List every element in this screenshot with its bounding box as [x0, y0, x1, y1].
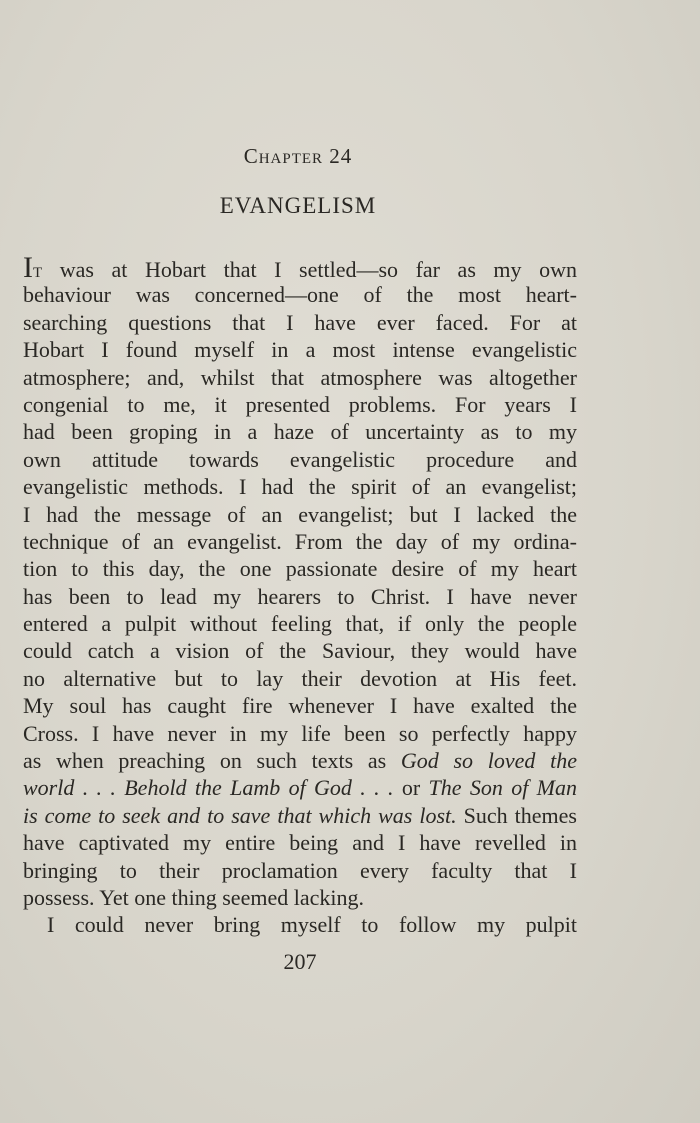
line-text: I could never bring myself to follow my pulpit [47, 912, 577, 938]
line-text: behaviour was concerned—one of the most heart- [23, 282, 577, 308]
line-text: technique of an evangelist. From the day of my ordina- [23, 528, 577, 554]
italic-text: world . . . Behold the Lamb of God . . . [23, 775, 394, 801]
chapter-label-text: Chapter 24 [243, 144, 353, 168]
line-text: have captivated my entire being and I have revelled in [23, 830, 577, 856]
text-line [23, 336, 577, 363]
line-text: Hobart I found myself in a most intense evangelistic [23, 337, 577, 363]
text-line [23, 473, 577, 500]
text-line [23, 501, 577, 528]
text-line [23, 446, 577, 473]
line-text: My soul has caught fire whenever I have exalted the [23, 693, 577, 719]
chapter-label [0, 144, 596, 169]
text-line [23, 637, 577, 664]
text-line [23, 281, 577, 308]
text-line [23, 555, 577, 582]
line-text: I had the message of an evangelist; but I lacked the [23, 501, 577, 527]
line-text: as when preaching on such texts as [23, 748, 401, 774]
chapter-title: EVANGELISM [219, 193, 377, 218]
page-number: 207 [283, 949, 317, 974]
text-line [23, 720, 577, 747]
line-text: could catch a vision of the Saviour, they would have [23, 638, 577, 664]
drop-cap: I [23, 251, 33, 284]
line-text: or [393, 775, 429, 801]
line-text: congenial to me, it presented problems. For years I [23, 391, 577, 417]
line-text: searching questions that I have ever faced. For at [23, 309, 577, 335]
text-line [23, 802, 577, 829]
text-line [23, 692, 577, 719]
italic-text: The Son of Man [428, 775, 577, 801]
line-text: Cross. I have never in my life been so perfectly happy [23, 720, 577, 746]
line-text: bringing to their proclamation every faculty that I [23, 857, 577, 883]
line-text: no alternative but to lay their devotion at His feet. [23, 665, 577, 691]
italic-text: God so loved the [400, 748, 577, 774]
text-line [23, 911, 577, 938]
line-text: evangelistic methods. I had the spirit of an evangelist; [23, 474, 577, 500]
text-line [23, 857, 577, 884]
text-line [23, 884, 577, 911]
italic-text: is come to seek and to save that which was lost. [23, 802, 457, 828]
line-text: entered a pulpit without feeling that, if only the people [23, 611, 577, 637]
line-text: has been to lead my hearers to Christ. I have never [23, 583, 577, 609]
line-text: possess. Yet one thing seemed lacking. [23, 884, 364, 910]
text-line [23, 665, 577, 692]
text-line [23, 309, 577, 336]
text-line [23, 774, 577, 801]
line-text: had been groping in a haze of uncertainty as to my [23, 419, 577, 445]
text-line [23, 418, 577, 445]
text-line [23, 583, 577, 610]
line-text: own attitude towards evangelistic procedure and [23, 446, 577, 472]
line-text: atmosphere; and, whilst that atmosphere was altogether [23, 364, 577, 390]
text-line [23, 528, 577, 555]
line-text: tion to this day, the one passionate desire of my heart [23, 556, 577, 582]
text-line [23, 364, 577, 391]
body-text [23, 251, 577, 939]
text-line [23, 391, 577, 418]
text-line [23, 251, 577, 284]
line-text: Such themes [456, 802, 577, 828]
text-line [23, 747, 577, 774]
line-text: was at Hobart that I settled—so far as my own [42, 257, 577, 282]
small-caps-text: t [33, 257, 43, 282]
text-line [23, 610, 577, 637]
text-line [23, 829, 577, 856]
